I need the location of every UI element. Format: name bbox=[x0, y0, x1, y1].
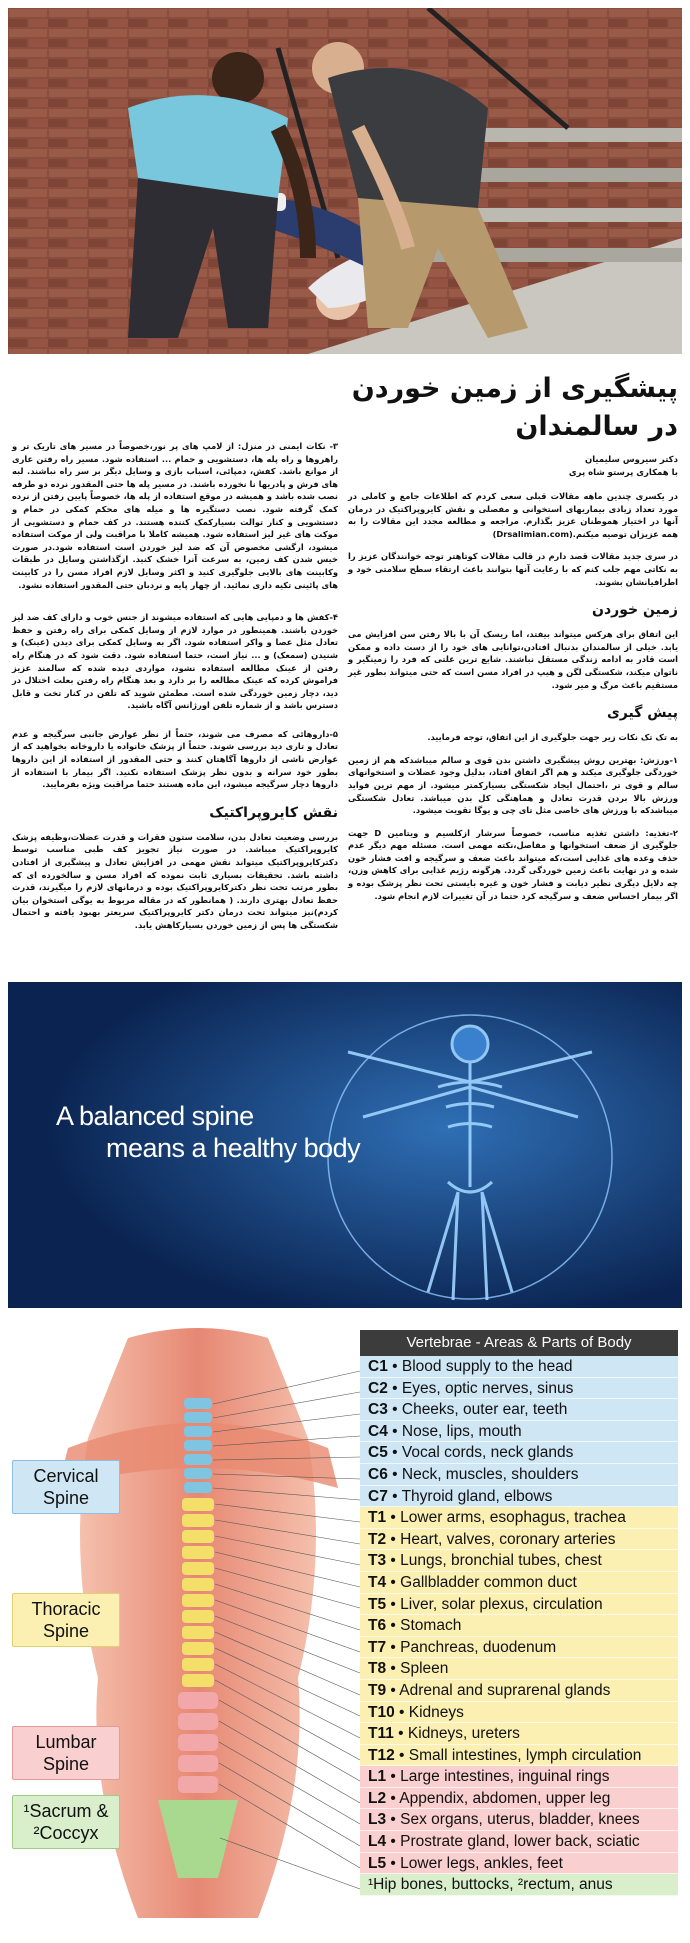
vertebra-body-parts: Liver, solar plexus, circulation bbox=[400, 1595, 603, 1613]
chiropractic-heading: نقش کایروپراکتیک bbox=[209, 804, 338, 821]
vertebra-row-c6 bbox=[360, 1464, 678, 1486]
vertebra-body-parts: Kidneys bbox=[408, 1703, 464, 1721]
vertebra-code: T7 bbox=[368, 1638, 387, 1656]
spine-banner bbox=[8, 982, 682, 1308]
tip-medications: ۵-داروهائی که مصرف می شوند، حتماً از نظر عوارض جانبی سرگیجه و عدم تعادل و تاری دید بررسی شوند. حتماً از پزشک خانواده یا داروخانه بخواهید که از عوارض ناشی از داروها آگاهتان کنند و حتی المقدور از استفاده از این داروها بطور خود سرانه و بدون نظر پزشک استفاده نکنید. اگر بیمار با استفاده از داروها دچار سرگیجه میشود، این ماده هستند حتما مراقبت ویژه بفرمایید. bbox=[12, 728, 338, 790]
vertebra-body-parts: Eyes, optic nerves, sinus bbox=[401, 1379, 574, 1397]
vertebra-code: T5 bbox=[368, 1595, 387, 1613]
vertebra-row-c2 bbox=[360, 1378, 678, 1400]
vertebra-body-parts: Sex organs, uterus, bladder, knees bbox=[400, 1811, 640, 1829]
bullet-icon: • bbox=[386, 1638, 401, 1656]
chiropractic-paragraph: بررسی وضعیت تعادل بدن، سلامت ستون فقرات و قدرت عضلات،وظیفه پزشک کایروپراکتیک میباشد. در صورت نیاز تجویز کف طبی مناسب توسط دکترکایروپراکتیک میتواند نقش مهمی در افزایش تعادل و پیشگیری از افتادن داشته باشد. تحقیقات بسیاری ثابت نموده که افراد مسن و سالخورده ای که بطور مرتب تحت نظر دکترکایروپراکتیک بوده و درمانهای لازم را میگیرند، قدرت حفظ تعادل بهتری دارند. ( همانطور که در مقاله مربوط به یوگی استخوان بیان کردم)نیز میتواند تحت درمان دکتر کایروپراکتیک سریعتر بهبود یافته و احتمال شکستگی ها پس از زمین خوردن بسیارکاهش یابد. bbox=[12, 831, 338, 930]
vertebra-row-t4 bbox=[360, 1572, 678, 1594]
bullet-icon: • bbox=[386, 1789, 400, 1807]
region-label-cervical bbox=[12, 1460, 120, 1514]
vertebra-row-l5 bbox=[360, 1853, 678, 1875]
vertebra-code: T2 bbox=[368, 1530, 387, 1548]
vertebra-code: T6 bbox=[368, 1617, 387, 1635]
vertebra-code: C5 bbox=[368, 1444, 388, 1462]
vertebra-body-parts: Cheeks, outer ear, teeth bbox=[401, 1401, 568, 1419]
region-sacral-line1: ¹Sacrum & bbox=[23, 1801, 109, 1821]
bullet-icon: • bbox=[386, 1509, 401, 1527]
banner-slogan bbox=[56, 1100, 360, 1164]
vertebra-row-c7 bbox=[360, 1486, 678, 1508]
vertebra-code: T3 bbox=[368, 1552, 387, 1570]
falls-paragraph: این اتفاق برای هرکس میتواند بیفتد، اما ریسک آن با بالا رفتن سن افزایش می یابد. خیلی از سالمندان بدنبال افتادن،توانایی های خود را از دست داده و ممکن است قادر به ادامه زندگی مستقل نباشند. شایع ترین علتی که فرد را زمینگیر و ناتوان میکند، شکستگی لگن و هیپ در افراد مسن است که حتی میتواند بطور غیر مستقیم باعث مرگ و میر شود. bbox=[348, 629, 678, 690]
vertebra-body-parts: Panchreas, duodenum bbox=[400, 1638, 557, 1656]
vertebra-row-t12 bbox=[360, 1745, 678, 1767]
vertebra-row-l4 bbox=[360, 1831, 678, 1853]
region-thoracic-line1: Thoracic bbox=[31, 1599, 101, 1619]
vertebra-body-parts: Lungs, bronchial tubes, chest bbox=[400, 1552, 602, 1570]
region-label-thoracic bbox=[12, 1593, 120, 1647]
vertebra-code: L1 bbox=[368, 1768, 387, 1786]
vertebra-body-parts: ¹Hip bones, buttocks, ²rectum, anus bbox=[368, 1876, 613, 1894]
bullet-icon: • bbox=[387, 1465, 402, 1483]
vertebra-row-t6 bbox=[360, 1615, 678, 1637]
author-collaborator: با همکاری پرستو شاه پری bbox=[568, 468, 678, 478]
vertebra-code: T12 bbox=[368, 1746, 395, 1764]
region-label-lumbar bbox=[12, 1726, 120, 1780]
fall-scene-illustration bbox=[8, 8, 682, 354]
bullet-icon: • bbox=[386, 1530, 401, 1548]
vertebra-code: T1 bbox=[368, 1509, 387, 1527]
vertebra-row-t10 bbox=[360, 1702, 678, 1724]
bullet-icon: • bbox=[387, 1358, 402, 1375]
vertebra-body-parts: Small intestines, lymph circulation bbox=[408, 1746, 642, 1764]
bullet-icon: • bbox=[386, 1660, 401, 1678]
region-lumbar-line2: Spine bbox=[42, 1754, 90, 1774]
bullet-icon: • bbox=[393, 1725, 408, 1743]
tip-nutrition: ۲-تغذیه: داشتن تغذیه مناسب، خصوصاً سرشار ازکلسیم و ویتامین D جهت جلوگیری از ضعف استخوانها و مفاصل،نکته مهمی است. مسئله مهم دیگر عدم حذف وعده های غذایی است،که میتواند باعث ضعف و سرگیجه و افت فشار خون شده و در نهایت باعث زمین خوردگی گردد. هرگونه رژیم غذایی برای کاهش وزن، چه دلایل دیگری نظیر دیابت و فشار خون و غیره بایستی تحت نظر پزشک بوده و اگر بیمار احساس ضعف و سرگیجه کرد حتما در آن تغییرات لازم انجام شود. bbox=[348, 827, 678, 901]
vertebra-body-parts: Blood supply to the head bbox=[401, 1358, 573, 1375]
vertebrae-table-header: Vertebrae - Areas & Parts of Body bbox=[360, 1330, 678, 1356]
vertebra-body-parts: Appendix, abdomen, upper leg bbox=[399, 1789, 611, 1807]
banner-line-1: A balanced spine bbox=[56, 1101, 254, 1131]
article-title: پیشگیری از زمین خوردن در سالمندان bbox=[351, 373, 678, 442]
vertebra-code: C1 bbox=[368, 1358, 388, 1375]
article-left-column bbox=[12, 430, 338, 932]
vertebra-body-parts: Prostrate gland, lower back, sciatic bbox=[400, 1833, 640, 1851]
vertebra-row-t3 bbox=[360, 1550, 678, 1572]
vertebra-row-c5 bbox=[360, 1442, 678, 1464]
bullet-icon: • bbox=[387, 1379, 402, 1397]
vertebra-code: T8 bbox=[368, 1660, 387, 1678]
vertebra-body-parts: Lower legs, ankles, feet bbox=[400, 1854, 563, 1872]
vertebra-body-parts: Spleen bbox=[400, 1660, 449, 1678]
vertebrae-rows bbox=[360, 1356, 678, 1896]
hero-photo bbox=[8, 8, 682, 354]
vertebra-row-l3 bbox=[360, 1809, 678, 1831]
vertebra-body-parts: Neck, muscles, shoulders bbox=[401, 1465, 579, 1483]
vertebrae-table bbox=[360, 1330, 678, 1896]
bullet-icon: • bbox=[394, 1746, 409, 1764]
bullet-icon: • bbox=[386, 1833, 401, 1851]
vertebra-code: T4 bbox=[368, 1573, 387, 1591]
bullet-icon: • bbox=[394, 1703, 409, 1721]
region-cervical-line1: Cervical bbox=[33, 1466, 99, 1486]
intro-paragraph: در یکسری چندین ماهه مقالات قبلی سعی کردم که اطلاعات جامع و کاملی در مورد تعداد زیادی بیماریهای استخوانی و مفصلی و نقش کایروپراکتیک در درمان آنها در اختیار هموطنان عزیز بگذارم. مراجعه و مطالعه مجدد این مقالات را به همه عزیزان توصیه میکنم.(Drsalimian.com) bbox=[348, 491, 678, 539]
vertebra-code: C7 bbox=[368, 1487, 388, 1505]
bullet-icon: • bbox=[387, 1487, 402, 1505]
vertebra-body-parts: Lower arms, esophagus, trachea bbox=[400, 1509, 626, 1527]
vertebra-row-l2 bbox=[360, 1788, 678, 1810]
tip-home-safety: ۳- نکات ایمنی در منزل: از لامپ های پر نور،خصوصاً در مسیر های تاریک تر و راهروها و راه پله ها، دستشویی و حمام ... استفاده شود. مسیر راه رفتن عاری از موانع باشد. کفش، دمپائی، اسباب بازی و وسایل دیگر بر سر راه نباشند. لبه های فرش و پادریها نا نخورده باشند. در مسیر پله ها حتی المقدور نرده دو طرفه نصب شده باشد و همیشه در موقع استفاده از پله ها، خصوصاً پایین رفتن از نرده کمک گرفته شود. نصب دستگیره ها و میله های محکم کمکی در حمام و دستشویی و کنار توالت بسیارکمک کننده هستند. در کف حمام و دستشویی از موکت های غیر لیز استفاده شود. همیشه کاملا با مراقبت ولی از موکت استفاده میشود، ارگشی مخصوص آن که ضد لیز خوردن است استفاده شود.در صورت خیس شدن کف زمین، به سرعت آنرا خشک کنید. ازگذاشتن وسایل در طبقات وکابینت های بالایی جلوگیری کنید و اکثر وسایل لازم افراد مسن را در کابینت های پائینی تکیه داری نمائید. از چهار پایه و نردبان حتی المقدور استفاده نشود. bbox=[12, 441, 338, 590]
bullet-icon: • bbox=[386, 1854, 401, 1872]
vertebra-code: L5 bbox=[368, 1854, 387, 1872]
bullet-icon: • bbox=[386, 1811, 401, 1829]
bullet-icon: • bbox=[387, 1422, 402, 1440]
vertebra-code: L2 bbox=[368, 1789, 387, 1807]
vertebra-code: T9 bbox=[368, 1681, 387, 1699]
vertebra-row-t2 bbox=[360, 1529, 678, 1551]
banner-line-2: means a healthy body bbox=[106, 1133, 361, 1163]
bullet-icon: • bbox=[386, 1617, 401, 1635]
bullet-icon: • bbox=[386, 1552, 401, 1570]
vertebra-body-parts: Gallbladder common duct bbox=[400, 1573, 577, 1591]
region-thoracic-line2: Spine bbox=[42, 1621, 90, 1641]
article bbox=[8, 360, 682, 965]
vertebra-row-t1 bbox=[360, 1507, 678, 1529]
intro-paragraph-2: در سری جدید مقالات قصد دارم در قالب مقالات کوتاهتر توجه خوانندگان عزیز را به نکاتی مهم جلب کنم که با رعایت آنها بتوانند باعث ارتقاء سطح سلامتی خود و اطرافیانشان بشوند. bbox=[348, 551, 678, 587]
vertebra-code: T10 bbox=[368, 1703, 395, 1721]
vertebra-row-c1 bbox=[360, 1356, 678, 1378]
region-lumbar-line1: Lumbar bbox=[35, 1732, 97, 1752]
falls-heading: زمین خوردن bbox=[592, 602, 678, 619]
bullet-icon: • bbox=[387, 1444, 402, 1462]
vertebra-row-t8 bbox=[360, 1658, 678, 1680]
vertebra-code: C3 bbox=[368, 1401, 388, 1419]
vertebra-row-t7 bbox=[360, 1637, 678, 1659]
tip-exercise: ۱-ورزش: بهترین روش پیشگیری داشتن بدن قوی و سالم میباشدکه هم از زمین خوردگی جلوگیری میکند و هم اگر اتفاق افتاد، بدلیل وجود عضلات و استخوانهای سالم و قوی تر ،احتمال ایجاد شکستگی بسیارکمتر میشود. از مهم ترین فواید ورزش بالا بردن قدرت تعادل و هماهنگی کل بدن میباشد. تعادل شکستگی میباشدکه با ورزش های خاصی مثل تای چی و یوگا تقویت میشود. bbox=[348, 754, 678, 816]
bullet-icon: • bbox=[386, 1573, 401, 1591]
region-sacral-line2: ²Coccyx bbox=[33, 1823, 99, 1843]
bullet-icon: • bbox=[386, 1595, 401, 1613]
vertebra-body-parts: Large intestines, inguinal rings bbox=[400, 1768, 610, 1786]
vertebra-body-parts: Stomach bbox=[400, 1617, 462, 1635]
vertebra-row-sacral bbox=[360, 1874, 678, 1896]
vertebra-code: C6 bbox=[368, 1465, 388, 1483]
vertebra-code: T11 bbox=[368, 1725, 394, 1743]
tip-footwear: ۴-کفش ها و دمپایی هایی که استفاده میشوند از جنس خوب و دارای کف ضد لیز خوردن باشند. همینطور در موارد لازم از وسایل کمکی برای راه رفتن و حفظ تعادل مثل عصا و واکر استفاده شود. اگر به وسایل کمکی برای دیدن (عینک) و شنیدن (سمعک) و ... نیاز است، حتما استفاده شود. دقت شود که در هنگام راه رفتن از عینک مطالعه استفاده نشود، مواردی دیده شده که سالمند عزیز فراموش کرده که عینک مطالعه را بر دارد و بعد هنگام راه رفتن بعلت اختلال در دید، دچار زمین خوردگی شده است. مطمئن شوید که تلفن در کنار تخت و قابل دسترس باشد و از شماره تلفن اورژانس آگاه باشید. bbox=[12, 612, 338, 711]
vertebra-row-t11 bbox=[360, 1723, 678, 1745]
article-right-column bbox=[348, 370, 678, 902]
vertebra-body-parts: Kidneys, ureters bbox=[407, 1725, 520, 1743]
prevention-heading: پیش گیری bbox=[606, 705, 678, 722]
bullet-icon: • bbox=[387, 1401, 402, 1419]
vertebra-code: C2 bbox=[368, 1379, 388, 1397]
vertebra-body-parts: Nose, lips, mouth bbox=[401, 1422, 522, 1440]
vertebra-code: C4 bbox=[368, 1422, 388, 1440]
prevention-intro: به تک تک نکات زیر جهت جلوگیری از این اتفاق، توجه فرمایید. bbox=[427, 732, 678, 743]
bullet-icon: • bbox=[386, 1768, 401, 1786]
vertebra-row-t5 bbox=[360, 1594, 678, 1616]
region-label-sacrum-coccyx bbox=[12, 1795, 120, 1849]
region-cervical-line2: Spine bbox=[42, 1488, 90, 1508]
vertebra-row-l1 bbox=[360, 1766, 678, 1788]
vertebra-body-parts: Thyroid gland, elbows bbox=[401, 1487, 553, 1505]
vertebra-code: L3 bbox=[368, 1811, 387, 1829]
vertebra-row-t9 bbox=[360, 1680, 678, 1702]
vertebra-body-parts: Vocal cords, neck glands bbox=[401, 1444, 574, 1462]
vertebra-row-c3 bbox=[360, 1399, 678, 1421]
vertebrae-chart bbox=[8, 1318, 682, 1938]
vertebra-body-parts: Adrenal and suprarenal glands bbox=[399, 1681, 611, 1699]
vertebra-row-c4 bbox=[360, 1421, 678, 1443]
vertebra-code: L4 bbox=[368, 1833, 387, 1851]
author-name: دکتر سیروس سلیمیان bbox=[584, 455, 678, 465]
bullet-icon: • bbox=[386, 1681, 400, 1699]
vertebra-body-parts: Heart, valves, coronary arteries bbox=[400, 1530, 616, 1548]
